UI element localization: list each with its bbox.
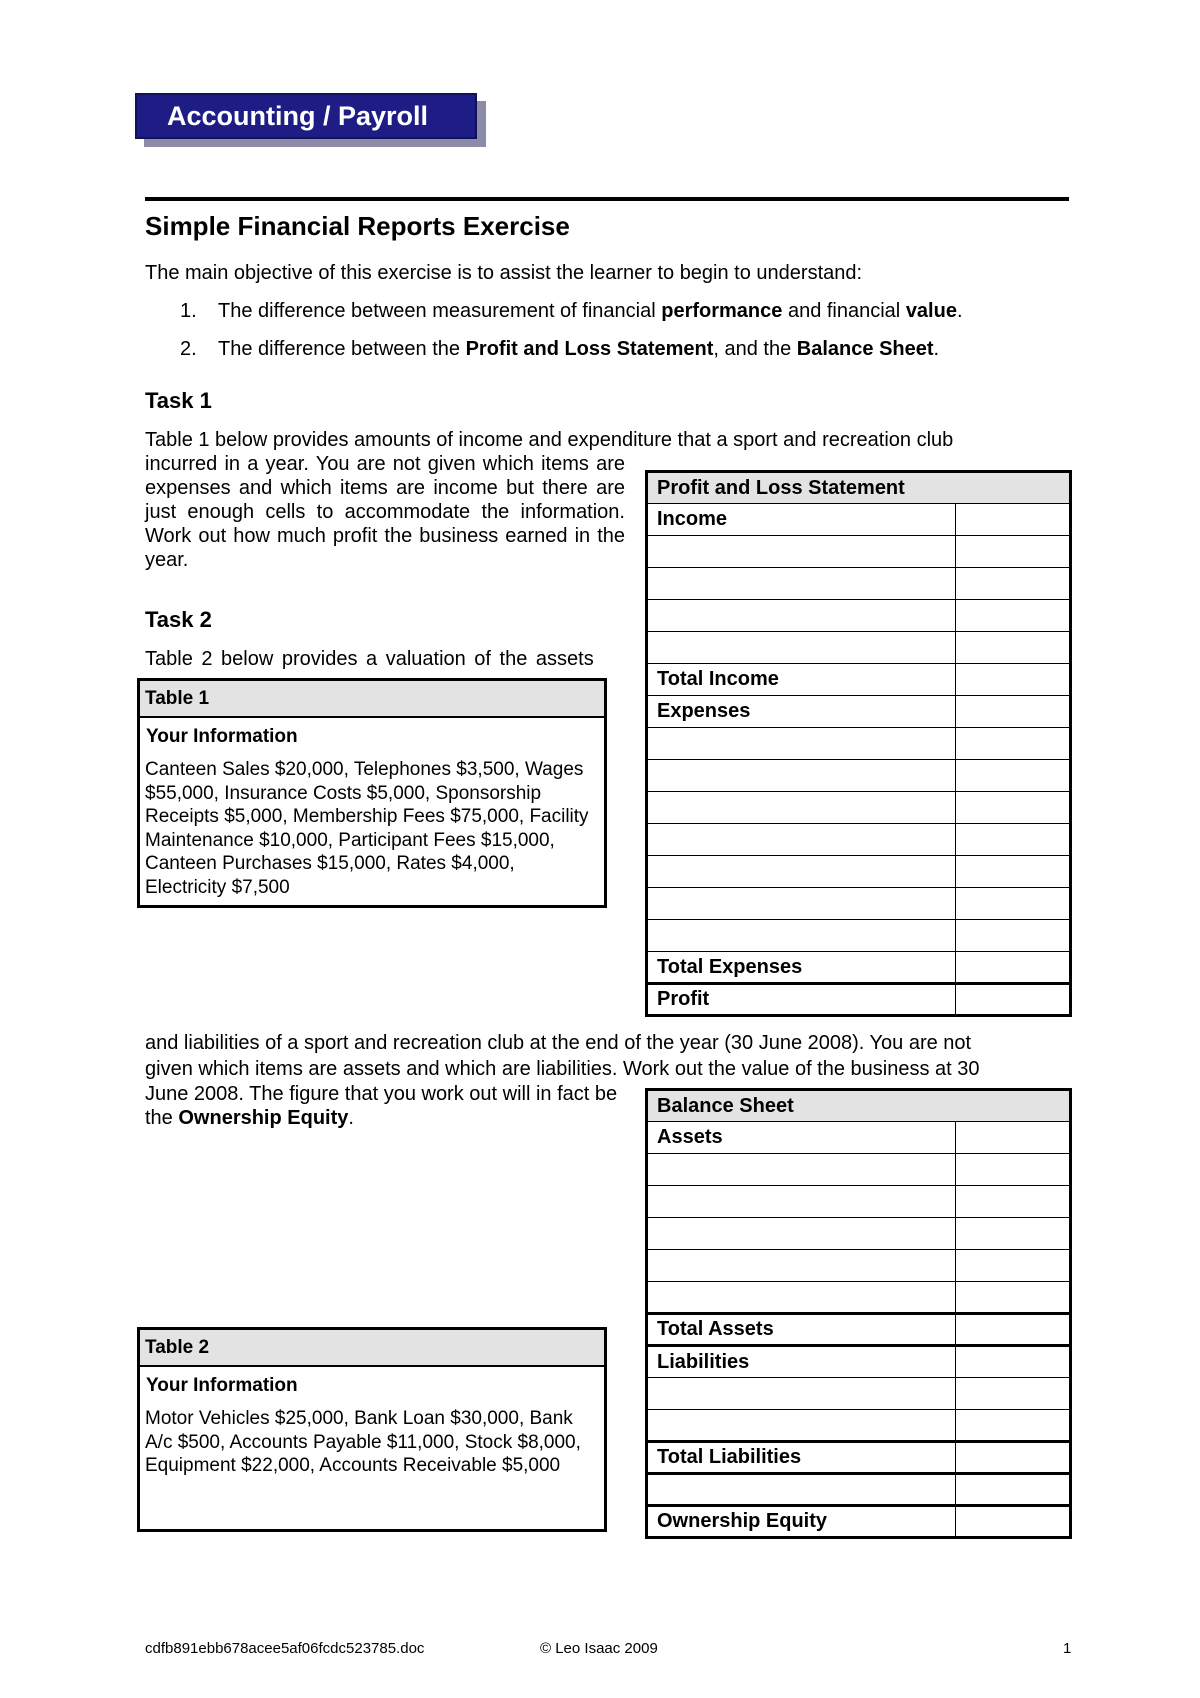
objective-number: 2. — [180, 338, 197, 360]
pl-expense-item[interactable] — [647, 856, 956, 888]
pl-expense-item[interactable] — [647, 792, 956, 824]
objective-number: 1. — [180, 300, 197, 322]
bs-asset-item[interactable] — [647, 1250, 956, 1282]
objective-bold: Profit and Loss Statement — [465, 338, 714, 360]
bs-asset-item[interactable] — [647, 1218, 956, 1250]
bs-cell[interactable] — [956, 1218, 1071, 1250]
pl-total-income-label: Total Income — [647, 664, 956, 696]
pl-income-item[interactable] — [647, 632, 956, 664]
pl-expenses-label: Expenses — [647, 696, 956, 728]
bs-cell[interactable] — [956, 1442, 1071, 1474]
task2-line1: Table 2 below provides a valuation of the assets — [145, 648, 594, 670]
objective-text: . — [933, 338, 940, 360]
task1-line1: Table 1 below provides amounts of income and expenditure that a sport and recreation club — [145, 429, 954, 451]
bs-cell[interactable] — [956, 1122, 1071, 1154]
bs-total-liabilities-label: Total Liabilities — [647, 1442, 956, 1474]
pl-cell[interactable] — [956, 568, 1071, 600]
pl-income-item[interactable] — [647, 536, 956, 568]
bs-assets-label: Assets — [647, 1122, 956, 1154]
task2-text: June 2008. The figure that you work out will in fact be the — [145, 1083, 618, 1129]
bs-cell[interactable] — [956, 1250, 1071, 1282]
bs-cell[interactable] — [956, 1410, 1071, 1442]
pl-title: Profit and Loss Statement — [647, 472, 1071, 504]
pl-profit-label: Profit — [647, 984, 956, 1016]
pl-income-label: Income — [647, 504, 956, 536]
task2-heading: Task 2 — [145, 607, 212, 632]
bs-liability-item[interactable] — [647, 1378, 956, 1410]
table2-title: Table 2 — [140, 1330, 604, 1367]
task2-paragraph — [145, 1082, 625, 1130]
pl-cell[interactable] — [956, 696, 1071, 728]
pl-cell[interactable] — [956, 728, 1071, 760]
pl-expense-item[interactable] — [647, 888, 956, 920]
task1-heading: Task 1 — [145, 388, 212, 413]
pl-cell[interactable] — [956, 600, 1071, 632]
objective-bold: value — [905, 300, 957, 322]
pl-cell[interactable] — [956, 664, 1071, 696]
pl-cell[interactable] — [956, 536, 1071, 568]
section-badge: Accounting / Payroll — [135, 93, 477, 139]
objective-1 — [180, 300, 963, 323]
objective-bold: performance — [661, 300, 783, 322]
objective-bold: Balance Sheet — [796, 338, 934, 360]
objective-text: and financial — [782, 300, 906, 322]
pl-cell[interactable] — [956, 792, 1071, 824]
table2-subtitle: Your Information — [146, 1375, 298, 1396]
table1-box — [137, 678, 607, 908]
bs-asset-item[interactable] — [647, 1282, 956, 1314]
pl-cell[interactable] — [956, 632, 1071, 664]
pl-expense-item[interactable] — [647, 824, 956, 856]
task2-line2: and liabilities of a sport and recreation club at the end of the year (30 June 2008). You are not — [145, 1032, 972, 1054]
page-title: Simple Financial Reports Exercise — [145, 211, 570, 241]
pl-expense-item[interactable] — [647, 920, 956, 952]
footer-filename: cdfb891ebb678acee5af06fcdc523785.doc — [145, 1640, 425, 1657]
bs-liabilities-label: Liabilities — [647, 1346, 956, 1378]
pl-cell[interactable] — [956, 824, 1071, 856]
pl-total-expenses-label: Total Expenses — [647, 952, 956, 984]
pl-expense-item[interactable] — [647, 760, 956, 792]
bs-cell[interactable] — [956, 1378, 1071, 1410]
objective-text: The difference between measurement of financial — [218, 300, 662, 322]
bs-title: Balance Sheet — [647, 1090, 1071, 1122]
pl-cell[interactable] — [956, 760, 1071, 792]
pl-cell[interactable] — [956, 888, 1071, 920]
pl-cell[interactable] — [956, 504, 1071, 536]
table1-subtitle: Your Information — [146, 726, 298, 747]
pl-income-item[interactable] — [647, 600, 956, 632]
balance-sheet-table — [645, 1088, 1072, 1539]
bs-cell[interactable] — [956, 1506, 1071, 1538]
bs-total-assets-label: Total Assets — [647, 1314, 956, 1346]
bs-cell[interactable] — [956, 1474, 1071, 1506]
bs-blank-row[interactable] — [647, 1474, 956, 1506]
profit-loss-table — [645, 470, 1072, 1017]
bs-asset-item[interactable] — [647, 1186, 956, 1218]
table1-body: Canteen Sales $20,000, Telephones $3,500, Wages $55,000, Insurance Costs $5,000, Sponsorship Receipts $5,000, Membership Fees $75,000, Facility Maintenance $10,000, Participant Fees $15,000, Canteen Purchases $15,000, Rates $4,000, Electricity $7,500 — [145, 759, 589, 898]
table2-box — [137, 1327, 607, 1532]
pl-income-item[interactable] — [647, 568, 956, 600]
intro-text: The main objective of this exercise is to assist the learner to begin to understand: — [145, 262, 863, 284]
table2-body: Motor Vehicles $25,000, Bank Loan $30,000, Bank A/c $500, Accounts Payable $11,000, Stock $8,000, Equipment $22,000, Accounts Receivable $5,000 — [145, 1408, 581, 1476]
pl-cell[interactable] — [956, 920, 1071, 952]
objective-text: The difference between the — [218, 338, 466, 360]
bs-cell[interactable] — [956, 1282, 1071, 1314]
footer-page-number: 1 — [1063, 1640, 1072, 1657]
bs-asset-item[interactable] — [647, 1154, 956, 1186]
bs-cell[interactable] — [956, 1314, 1071, 1346]
task1-paragraph: incurred in a year. You are not given which items are expenses and which items are income but there are just enough cells to accommodate the information. Work out how much profit the business earned in the year. — [145, 453, 625, 571]
bs-cell[interactable] — [956, 1186, 1071, 1218]
bs-cell[interactable] — [956, 1346, 1071, 1378]
pl-cell[interactable] — [956, 856, 1071, 888]
pl-cell[interactable] — [956, 984, 1071, 1016]
objective-text: , and the — [713, 338, 797, 360]
pl-expense-item[interactable] — [647, 728, 956, 760]
pl-cell[interactable] — [956, 952, 1071, 984]
table1-title: Table 1 — [140, 681, 604, 718]
bs-equity-label: Ownership Equity — [647, 1506, 956, 1538]
footer-copyright: © Leo Isaac 2009 — [540, 1640, 658, 1657]
task2-text: . — [348, 1107, 354, 1129]
task2-bold: Ownership Equity — [178, 1107, 349, 1129]
bs-cell[interactable] — [956, 1154, 1071, 1186]
task2-line3: given which items are assets and which are liabilities. Work out the value of the business at 30 — [145, 1058, 980, 1080]
objective-text: . — [956, 300, 963, 322]
bs-liability-item[interactable] — [647, 1410, 956, 1442]
title-rule — [145, 197, 1069, 201]
objective-2 — [180, 338, 939, 361]
